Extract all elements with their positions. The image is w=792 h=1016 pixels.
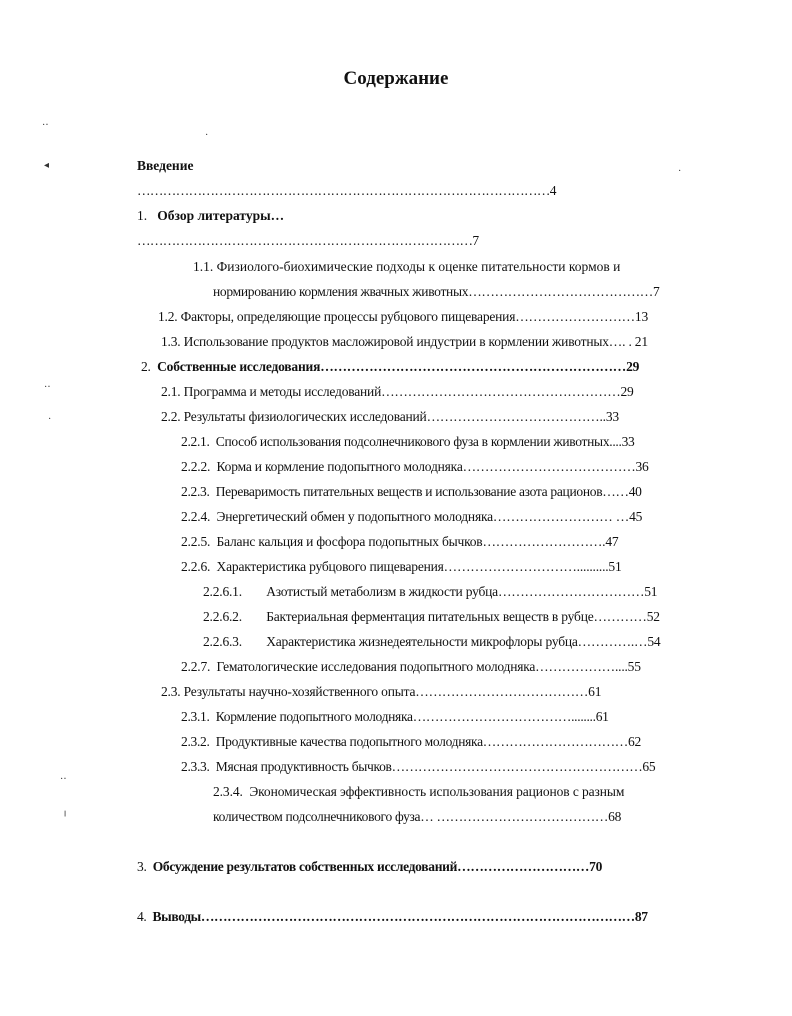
toc-entry-2-2-7: 2.2.7. Гематологические исследования подопытного молодняка………………....55	[181, 659, 641, 674]
toc-entry-1: 1. Обзор литературы…	[137, 208, 285, 223]
toc-entry-2-3-3: 2.3.3. Мясная продуктивность бычков…………………………………………………65	[181, 759, 656, 774]
toc-entry-2-1: 2.1. Программа и методы исследований………………………………………………29	[161, 384, 634, 399]
toc-entry-2-2-3: 2.2.3. Переваримость питательных веществ и использование азота рационов……40	[181, 484, 642, 499]
toc-leader-1: ……………………………………………………………………7	[137, 233, 479, 248]
toc-entry-1-1: 1.1. Физиолого-биохимические подходы к оценке питательности кормов и	[193, 259, 621, 274]
toc-entry-2-2-6-1: 2.2.6.1. Азотистый метаболизм в жидкости рубца……………………………51	[203, 584, 658, 599]
toc-entry-2-3-4: 2.3.4. Экономическая эффективность использования рационов с разным	[213, 784, 625, 799]
toc-entry-1-2: 1.2. Факторы, определяющие процессы рубцового пищеварения………………………13	[158, 309, 649, 324]
toc-entry-2-2-6: 2.2.6. Характеристика рубцового пищеварения…………………………..........51	[181, 559, 622, 574]
toc-entry-3: 3. Обсуждение результатов собственных исследований…………………………70	[137, 859, 603, 874]
toc-entry-2-2-2: 2.2.2. Корма и кормление подопытного молодняка…………………………………36	[181, 459, 649, 474]
toc-entry-2-3-1: 2.3.1. Кормление подопытного молодняка………………………………........61	[181, 709, 609, 724]
toc-entry-2-3-2: 2.3.2. Продуктивные качества подопытного молодняка……………………………62	[181, 734, 641, 749]
toc-entry-2-3: 2.3. Результаты научно-хозяйственного опыта…………………………………61	[161, 684, 602, 699]
toc-entry-2-2-5: 2.2.5. Баланс кальция и фосфора подопытных бычков……………………….47	[181, 534, 619, 549]
toc-entry-2-2-1: 2.2.1. Способ использования подсолнечникового фуза в кормлении животных....33	[181, 434, 635, 449]
toc-entry-intro: Введение	[137, 158, 194, 173]
toc-leader-intro: ……………………………………………………………………………………4	[137, 183, 556, 198]
toc-entry-1-3: 1.3. Использование продуктов масложировой индустрии в кормлении животных…. . 21	[161, 334, 648, 349]
toc-entry-1-1-cont: нормированию кормления жвачных животных……………………………………7	[213, 284, 660, 299]
toc-entry-2-2-6-2: 2.2.6.2. Бактериальная ферментация питательных веществ в рубце…………52	[203, 609, 660, 624]
toc-entry-2-2-4: 2.2.4. Энергетический обмен у подопытного молодняка……………………… …45	[181, 509, 643, 524]
toc-entry-2-2-6-3: 2.2.6.3. Характеристика жизнедеятельности микрофлоры рубца………….…54	[203, 634, 661, 649]
toc-entry-4: 4. Выводы………………………………………………………………………………………87	[137, 909, 648, 924]
page-title: Содержание	[343, 68, 449, 89]
toc-entry-2: 2. Собственные исследования……………………………………………………………29	[141, 359, 640, 374]
toc-entry-2-2: 2.2. Результаты физиологических исследований…………………………………..33	[161, 409, 619, 424]
toc-entry-2-3-4-cont: количеством подсолнечникового фуза… …………………………………68	[213, 809, 622, 824]
